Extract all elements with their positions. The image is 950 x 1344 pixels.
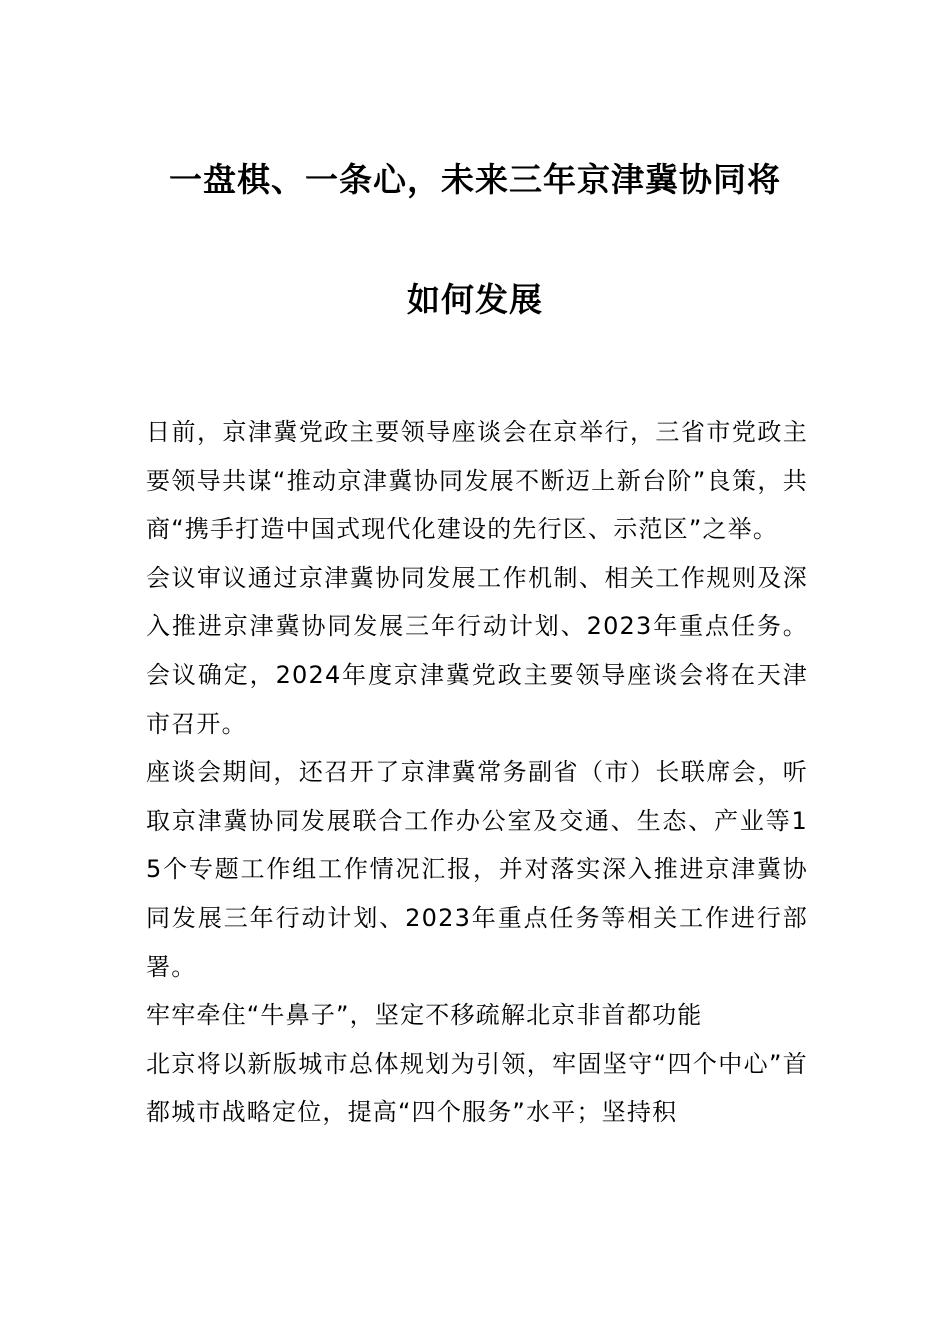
document-body (146, 408, 808, 1137)
section-heading: 牢牢牵住“牛鼻子”，坚定不移疏解北京非首都功能 (146, 1001, 703, 1030)
paragraph-meeting: 会议审议通过京津冀协同发展工作机制、相关工作规则及深入推进京津冀协同发展三年行动计划、2023年重点任务。会议确定，2024年度京津冀党政主要领导座谈会将在天津市召开。 (146, 563, 808, 738)
document-title-line-1: 一盘棋、一条心，未来三年京津冀协同将 (169, 160, 781, 199)
paragraph-joint-session: 座谈会期间，还召开了京津冀常务副省（市）长联席会，听取京津冀协同发展联合工作办公室及交通、生态、产业等15个专题工作组工作情况汇报，并对落实深入推进京津冀协同发展三年行动计划、2023年重点任务等相关工作进行部署。 (146, 758, 808, 981)
paragraph-intro: 日前，京津冀党政主要领导座谈会在京举行，三省市党政主要领导共谋“推动京津冀协同发展不断迈上新台阶”良策，共商“携手打造中国式现代化建设的先行区、示范区”之举。 (146, 418, 808, 544)
document-title-line-2: 如何发展 (407, 280, 543, 319)
paragraph-beijing: 北京将以新版城市总体规划为引领，牢固坚守“四个中心”首都城市战略定位，提高“四个服务”水平；坚持积 (146, 1049, 808, 1127)
